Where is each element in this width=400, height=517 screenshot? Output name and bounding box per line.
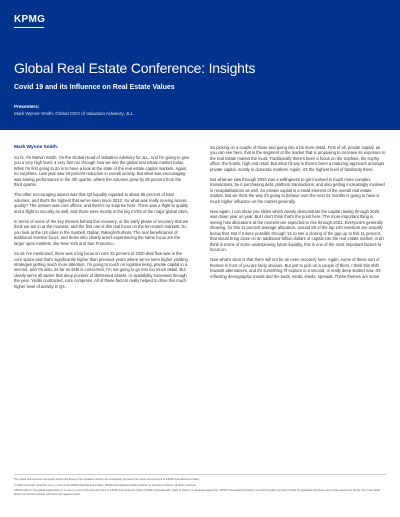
paragraph: Now again, I can show you slides which clearly demonstrate the capital raising through 2020 was down year on year. But I don't think that's the point here. The more important thing is seeing how allocations at the moment are expected to rise through 2021. Everyone's generally showing, for this 11 percent average allocation, around 80 of the top 100 investors are actually below that. But if it were possible through '21 to see a closing of the gap up to this 11 percent, that would bring close on an additional trillion dollars of capital into the real estate market. And I think in terms of some underpinning future liquidity, this is one of the most important factors to focus on. (210, 209, 385, 252)
presenters-name: Mark Wynne Smith, Global CEO of Valuation Advisory, JLL (14, 111, 134, 116)
header-banner (0, 0, 400, 130)
right-column (210, 145, 386, 284)
left-column (14, 145, 190, 294)
paragraph: In terms of some of the key themes behind this recovery, or the early phase of recovery that we think we are in at the moment, and the first one is this real focus on the ten-match markets. So you look at the US cities in the Sunbelt, Dallas, Raleigh-Durham. The real beneficiaries of additional investor focus, and those who clearly aren't experiencing the same focus are the larger open markets, like New York and San Francisco. (14, 219, 189, 246)
kpmg-logo (14, 14, 45, 25)
footnote: The views and opinions expressed herein are those of the speakers and do not necessarily represent the views and opinions of KPMG International Limited. (14, 478, 200, 481)
transcript-body (14, 145, 386, 475)
footnote: KPMG refers to the global organization or to one or more of the member firms of KPMG International Limited ("KPMG International"), each of which is a separate legal entity. KPMG International Limited is a private English company limited by guarantee and does not provide services to clients. For more detail about our structure please visit home.kpmg/governance. (14, 489, 380, 496)
logo-text: KPMG (14, 14, 46, 25)
paragraph: So as I've mentioned, there was a big focus on core 32 percent of 2020 deal flow was in the core space and that's significantly higher than previous years where we've seen higher yielding strategies getting much more attention. I'm going to touch on logistics living, private capital in a second, and I'm also, as far as debt is concerned, I'm not going to go into too much detail. But clearly we're all aware that deep pockets of distressed assets, or availability increased through the year. Yields contracted, core compress. All of these factors really helped to drive this much higher level of activity in Q4. (14, 251, 188, 289)
footnotes (14, 478, 386, 498)
speaker-name: Mark Wynne Smith: (14, 145, 59, 150)
page-title: Global Real Estate Conference: Insights (14, 60, 256, 76)
footer-divider (14, 474, 386, 475)
paragraph: But what we saw through 2020 was a willingness to get involved in much more complex transactions, be it purchasing debt, platform transactions, and also getting increasingly involved in recapitalisations as well. So private capital is a small element of the overall real estate market. But we think the way it's going to behave over the next 24 months is going to have a much higher influence on the market generally. (210, 177, 385, 204)
paragraph: So picking on a couple of those and going into a bit more detail. First of all, private capital, as you can see here, that is the segment of the market that is proposing to increase its exposure to the real estate market the most. Traditionally there's been a focus on the trophies, the trophy office, the hotels, high end retail. But what I'd say is there's been a maturing approach amongst private capital, mostly in domestic markets. Again, it's the highest level of familiarity there. (210, 145, 386, 172)
paragraph: So hi, I'm Marvin Smith. I'm the Global Head of Valuation Advisory for JLL. And I'm going to give you a very high level, a very fast run through how we see the global real estate market today. What I'm first going to do is to have a look at the state of the real estate capital markets. Again, no surprises. Last year saw 28 percent reduction in overall activity. But what was encouraging was seeing performance in the 4th quarter, where the volumes grew by 65 percent from the third quarter. (14, 155, 190, 188)
page-subtitle: Covid 19 and its Influence on Real Estate Values (14, 84, 175, 91)
footnote: © 2021 Copyright owned by one or more of the KPMG International entities. KPMG International entities provide no services to clients. All rights reserved. (14, 483, 197, 487)
presenters-label: Presenters: (14, 104, 40, 109)
paragraph: The other encouraging aspect was that Q4 liquidity equated to about 85 percent of total volumes, and that's the highest that we've seen since 2012. So what was really moving across quality? The answer was core offices, and there's no surprise here. There was a flight to quality and a flight to security as well, and those were mostly in the big CVDs of the major global cities. (14, 192, 189, 214)
logo-underline (14, 27, 44, 28)
paragraph: Now what's clear is that there will not be an even recovery here. Again, some of these sort of themes in front of you are fairly obvious. But just to pick on a couple of them, I think this shift towards alternatives, and it's something I'll explore in a second, is really deep seated now. It's reflecting demographic trends and the beds, meds, sheds, spreads. These themes are some (210, 257, 381, 279)
